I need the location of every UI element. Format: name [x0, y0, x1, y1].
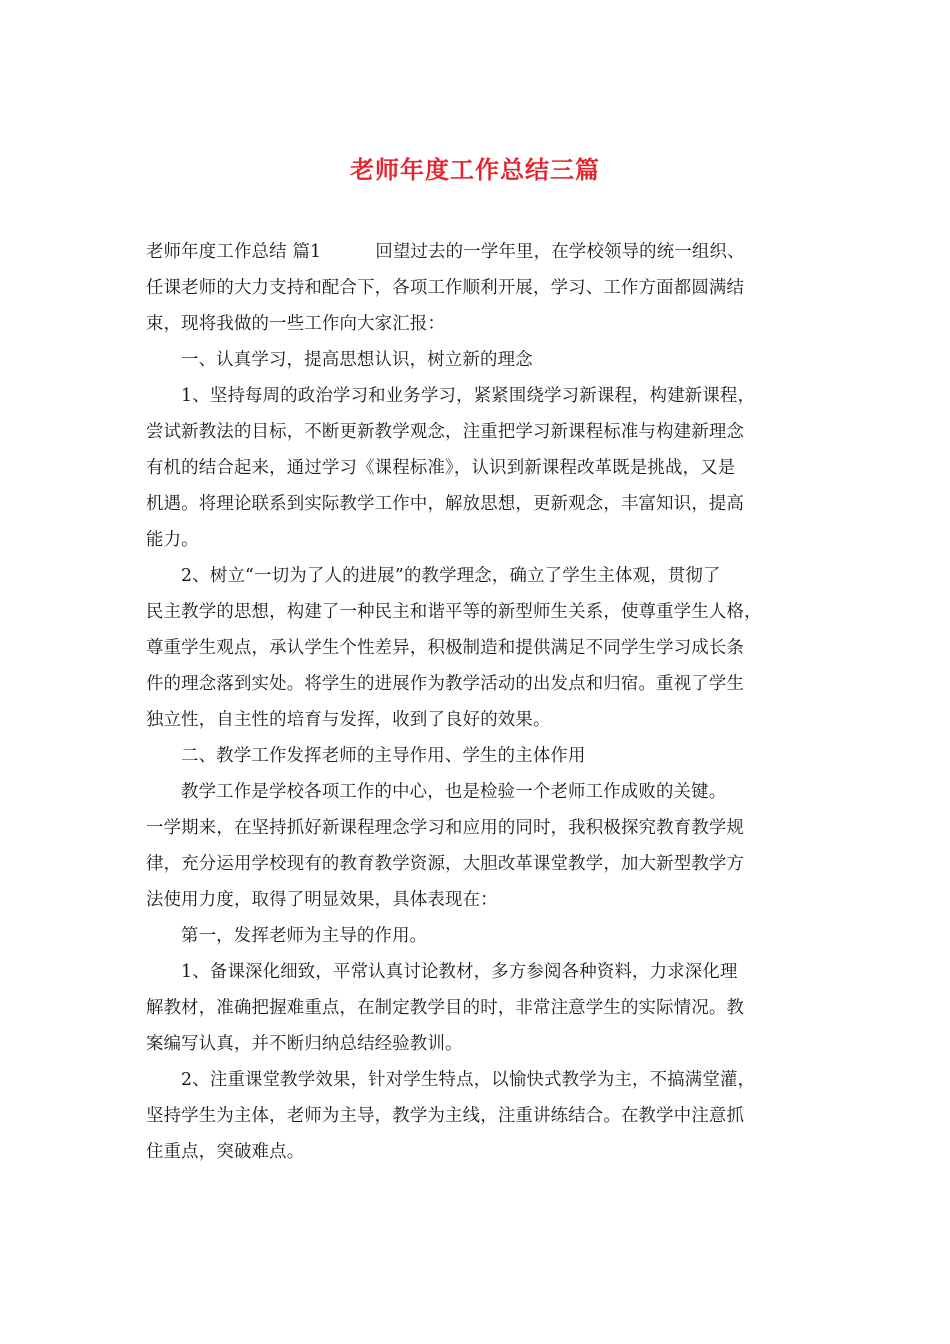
paragraph-line: 教学工作是学校各项工作的中心，也是检验一个老师工作成败的关键。: [181, 782, 727, 802]
paragraph-line: 独立性，自主性的培育与发挥，收到了良好的效果。: [146, 710, 551, 730]
paragraph-line: 束，现将我做的一些工作向大家汇报：: [146, 314, 446, 334]
paragraph-line: 2、树立“一切为了人的进展”的教学理念，确立了学生主体观，贯彻了: [181, 566, 721, 586]
paragraph-line: 第一，发挥老师为主导的作用。: [181, 926, 428, 946]
paragraph-line: 任课老师的大力支持和配合下，各项工作顺利开展，学习、工作方面都圆满结: [146, 278, 745, 298]
paragraph-line: 机遇。将理论联系到实际教学工作中，解放思想，更新观念，丰富知识，提高: [146, 494, 745, 514]
paragraph-text: 回望过去的一学年里，在学校领导的统一组织、: [375, 242, 745, 262]
section-heading: 一、认真学习，提高思想认识，树立新的理念: [181, 350, 533, 370]
paragraph-line: [146, 240, 745, 264]
paragraph-line: 尊重学生观点，承认学生个性差异，积极制造和提供满足不同学生学习成长条: [146, 638, 745, 658]
paragraph-line: 住重点，突破难点。: [146, 1142, 305, 1162]
paragraph-line: 律，充分运用学校现有的教育教学资源，大胆改革课堂教学，加大新型教学方: [146, 854, 745, 874]
paragraph-line: 2、注重课堂教学效果，针对学生特点，以愉快式教学为主，不搞满堂灌，: [181, 1070, 756, 1090]
paragraph-line: 1、坚持每周的政治学习和业务学习，紧紧围绕学习新课程，构建新课程，: [181, 386, 756, 406]
paragraph-line: 案编写认真，并不断归纳总结经验教训。: [146, 1034, 463, 1054]
paragraph-line: 尝试新教法的目标，不断更新教学观念，注重把学习新课程标准与构建新理念: [146, 422, 745, 442]
document-title: 老师年度工作总结三篇: [350, 155, 600, 184]
section-label: 老师年度工作总结 篇1: [146, 242, 322, 262]
paragraph-line: 件的理念落到实处。将学生的进展作为教学活动的出发点和归宿。重视了学生: [146, 674, 745, 694]
paragraph-line: 法使用力度，取得了明显效果，具体表现在：: [146, 890, 498, 910]
paragraph-line: 解教材，准确把握难重点，在制定教学目的时，非常注意学生的实际情况。教: [146, 998, 745, 1018]
section-heading: 二、教学工作发挥老师的主导作用、学生的主体作用: [181, 746, 586, 766]
paragraph-line: 一学期来，在坚持抓好新课程理念学习和应用的同时，我积极探究教育教学规: [146, 818, 745, 838]
paragraph-line: 有机的结合起来，通过学习《课程标准》，认识到新课程改革既是挑战，又是: [146, 458, 736, 478]
paragraph-line: 1、备课深化细致，平常认真讨论教材，多方参阅各种资料，力求深化理: [181, 962, 738, 982]
paragraph-line: 能力。: [146, 530, 199, 550]
paragraph-line: 坚持学生为主体，老师为主导，教学为主线，注重讲练结合。在教学中注意抓: [146, 1106, 745, 1126]
paragraph-line: 民主教学的思想，构建了一种民主和谐平等的新型师生关系，使尊重学生人格，: [146, 602, 762, 622]
